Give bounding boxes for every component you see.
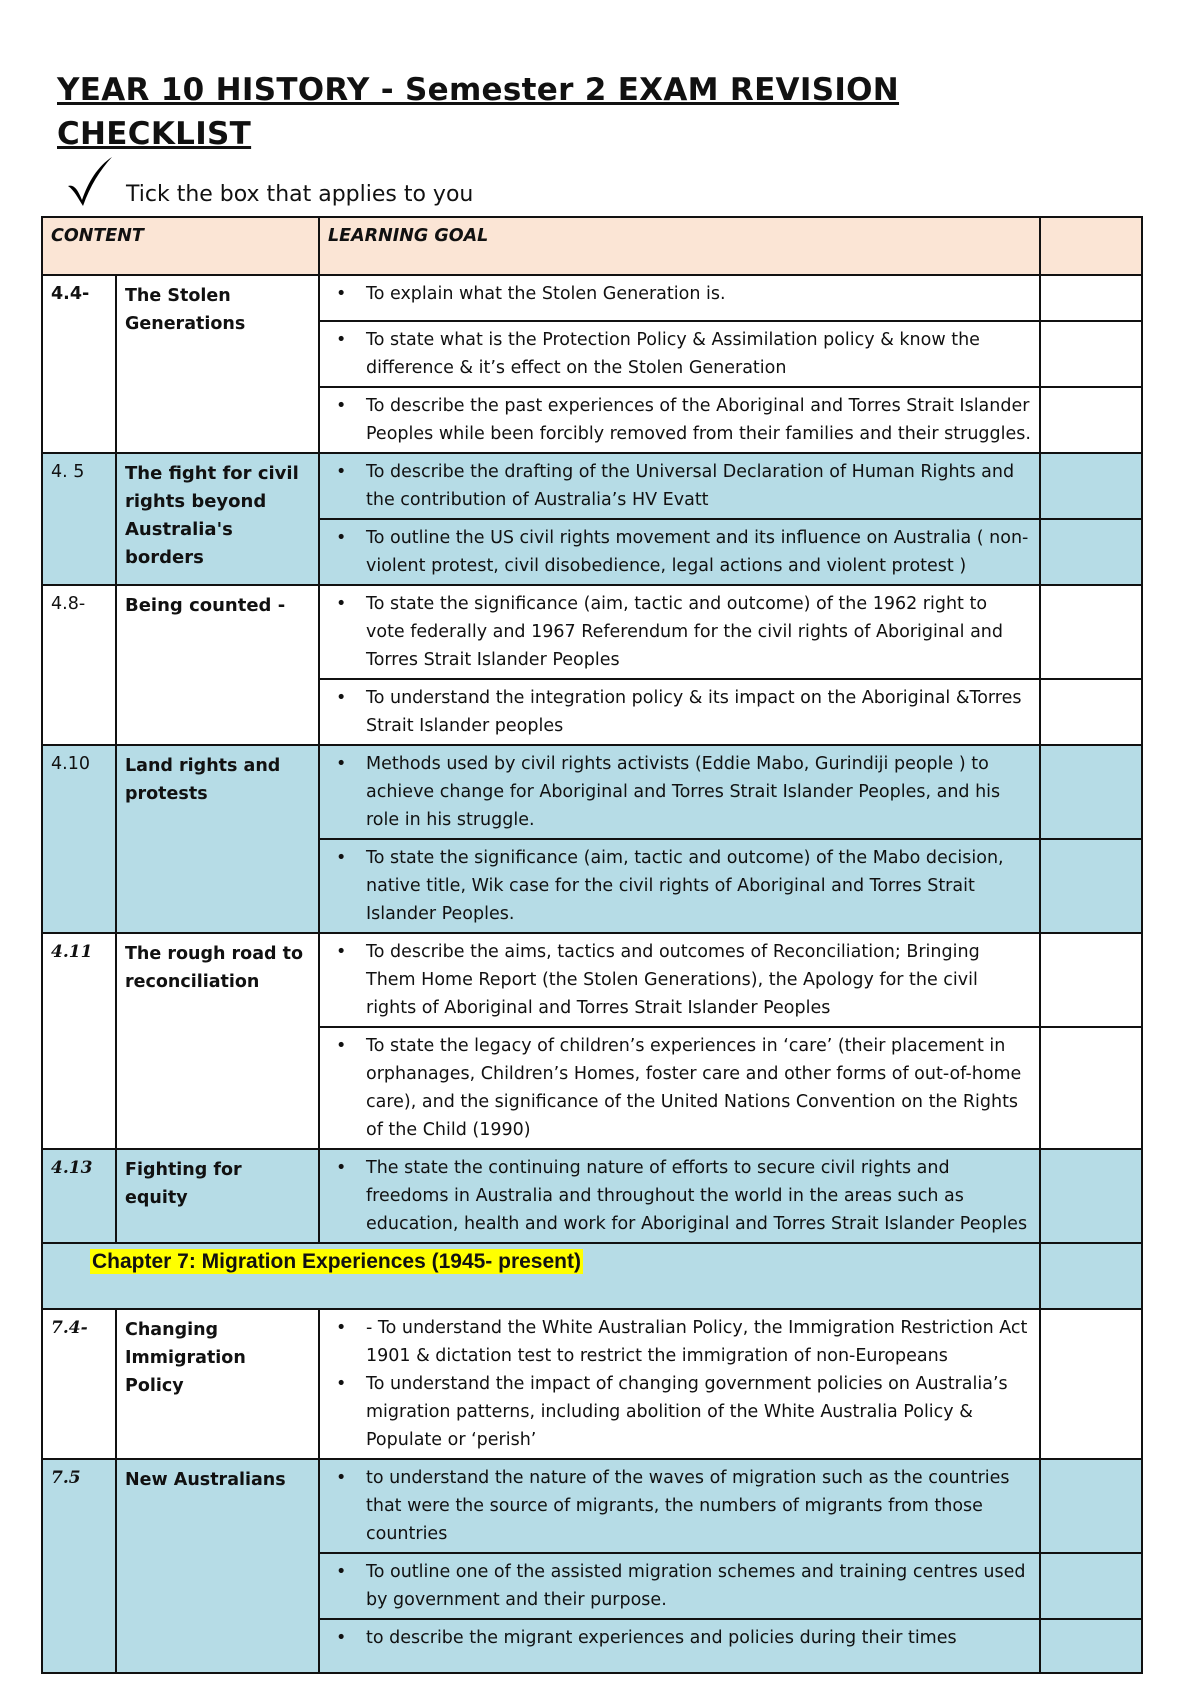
section-number: 4.4- <box>42 275 116 453</box>
table-row <box>42 1309 1142 1459</box>
bullet-icon: • <box>336 396 347 416</box>
section-number: 4. 5 <box>42 453 116 585</box>
bullet-icon: • <box>336 1468 347 1488</box>
header-learning-goal: LEARNING GOAL <box>319 217 1040 275</box>
tick-box[interactable] <box>1040 1309 1142 1459</box>
page-title: YEAR 10 HISTORY - Semester 2 EXAM REVISION CHECKLIST <box>57 72 900 152</box>
bullet-icon: • <box>336 528 347 548</box>
tick-box[interactable] <box>1040 1149 1142 1243</box>
tick-box[interactable] <box>1040 1553 1142 1619</box>
learning-goal: • To state the legacy of children’s experiences in ‘care’ (their placement in orphanages, Children’s Homes, foster care and other forms of out-of-home care), and the significance of the United Nations Convention on the Rights of the Child (1990) <box>319 1027 1040 1149</box>
tick-box[interactable] <box>1040 1027 1142 1149</box>
chapter-row <box>42 1243 1142 1309</box>
tick-box[interactable] <box>1040 839 1142 933</box>
learning-goal: • Methods used by civil rights activists (Eddie Mabo, Gurindiji people ) to achieve change for Aboriginal and Torres Strait Islander Peoples, and his role in his struggle. <box>319 745 1040 839</box>
learning-goal: • to understand the nature of the waves of migration such as the countries that were the source of migrants, the numbers of migrants from those countries <box>319 1459 1040 1553</box>
instruction-text: Tick the box that applies to you <box>126 182 474 207</box>
bullet-icon: • <box>336 1562 347 1582</box>
learning-goal: • To outline the US civil rights movement and its influence on Australia ( non-violent protest, civil disobedience, legal actions and violent protest ) <box>319 519 1040 585</box>
learning-goal: • To state what is the Protection Policy & Assimilation policy & know the difference & it’s effect on the Stolen Generation <box>319 321 1040 387</box>
table-header-row <box>42 217 1142 275</box>
tick-box[interactable] <box>1040 387 1142 453</box>
learning-goal: • To state the significance (aim, tactic and outcome) of the 1962 right to vote federally and 1967 Referendum for the civil rights of Aboriginal and Torres Strait Islander Peoples <box>319 585 1040 679</box>
table-row <box>42 585 1142 679</box>
learning-goal: • To explain what the Stolen Generation is. <box>319 275 1040 321</box>
bullet-icon: • <box>336 848 347 868</box>
bullet-icon: • <box>336 330 347 350</box>
tick-box[interactable] <box>1040 933 1142 1027</box>
table-row <box>42 453 1142 519</box>
learning-goal: • To describe the past experiences of the Aboriginal and Torres Strait Islander Peoples while been forcibly removed from their families and their struggles. <box>319 387 1040 453</box>
section-number: 7.5 <box>42 1459 116 1673</box>
bullet-icon: • <box>336 1318 347 1338</box>
revision-checklist-table <box>41 216 1143 1674</box>
bullet-icon: • <box>336 754 347 774</box>
section-topic: The rough road to reconciliation <box>116 933 319 1149</box>
tick-box[interactable] <box>1040 321 1142 387</box>
bullet-icon: • <box>336 1158 347 1178</box>
section-topic: New Australians <box>116 1459 319 1673</box>
tick-box[interactable] <box>1040 275 1142 321</box>
learning-goal: • To understand the integration policy & its impact on the Aboriginal &Torres Strait Islander peoples <box>319 679 1040 745</box>
section-number: 4.13 <box>42 1149 116 1243</box>
tick-box[interactable] <box>1040 679 1142 745</box>
chapter-heading: Chapter 7: Migration Experiences (1945- present) <box>92 1250 581 1273</box>
header-content: CONTENT <box>42 217 319 275</box>
header-tick-column <box>1040 217 1142 275</box>
bullet-icon: • <box>336 942 347 962</box>
tick-box[interactable] <box>1040 1243 1142 1309</box>
tick-box[interactable] <box>1040 519 1142 585</box>
bullet-icon: • <box>336 1628 347 1648</box>
bullet-icon: • <box>336 688 347 708</box>
learning-goal: • To describe the drafting of the Universal Declaration of Human Rights and the contribution of Australia’s HV Evatt <box>319 453 1040 519</box>
tick-box[interactable] <box>1040 1619 1142 1673</box>
checkmark-icon <box>66 156 114 208</box>
tick-box[interactable] <box>1040 745 1142 839</box>
learning-goal: • To describe the aims, tactics and outcomes of Reconciliation; Bringing Them Home Report (the Stolen Generations), the Apology for the civil rights of Aboriginal and Torres Strait Islander Peoples <box>319 933 1040 1027</box>
table-row <box>42 933 1142 1027</box>
learning-goal: • The state the continuing nature of efforts to secure civil rights and freedoms in Australia and throughout the world in the areas such as education, health and work for Aboriginal and Torres Strait Islander Peoples <box>319 1149 1040 1243</box>
bullet-icon: • <box>336 284 347 304</box>
tick-box[interactable] <box>1040 1459 1142 1553</box>
bullet-icon: • <box>336 462 347 482</box>
bullet-icon: • <box>336 594 347 614</box>
section-number: 7.4- <box>42 1309 116 1459</box>
section-topic: Fighting for equity <box>116 1149 319 1243</box>
table-row <box>42 1149 1142 1243</box>
learning-goal: • To state the significance (aim, tactic and outcome) of the Mabo decision, native title, Wik case for the civil rights of Aboriginal and Torres Strait Islander Peoples. <box>319 839 1040 933</box>
table-row <box>42 1459 1142 1553</box>
bullet-icon: • <box>336 1036 347 1056</box>
section-number: 4.10 <box>42 745 116 933</box>
section-topic: Being counted - <box>116 585 319 745</box>
learning-goal: • to describe the migrant experiences and policies during their times <box>319 1619 1040 1673</box>
learning-goal: • To outline one of the assisted migration schemes and training centres used by government and their purpose. <box>319 1553 1040 1619</box>
bullet-icon: • <box>336 1374 347 1394</box>
section-topic: The fight for civil rights beyond Australia's borders <box>116 453 319 585</box>
tick-box[interactable] <box>1040 453 1142 519</box>
section-number: 4.11 <box>42 933 116 1149</box>
chapter-heading-cell <box>42 1243 1040 1309</box>
section-number: 4.8- <box>42 585 116 745</box>
section-topic: The Stolen Generations <box>116 275 319 453</box>
learning-goal: • - To understand the White Australian Policy, the Immigration Restriction Act 1901 & dictation test to restrict the immigration of non-Europeans • To understand the impact of changing government policies on Australia’s migration patterns, including abolition of the White Australia Policy & Populate or ‘perish’ <box>319 1309 1040 1459</box>
tick-box[interactable] <box>1040 585 1142 679</box>
table-row <box>42 745 1142 839</box>
section-topic: Land rights and protests <box>116 745 319 933</box>
section-topic: Changing Immigration Policy <box>116 1309 319 1459</box>
table-row <box>42 275 1142 321</box>
